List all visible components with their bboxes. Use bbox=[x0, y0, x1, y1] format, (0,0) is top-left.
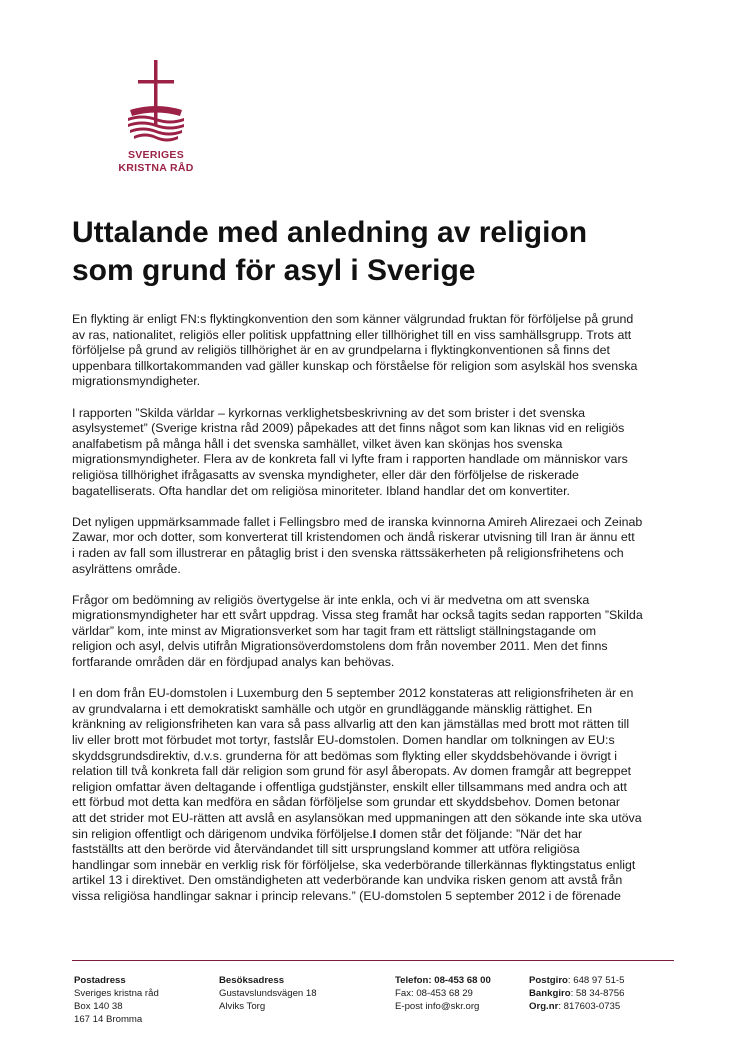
footer-value: : 58 34-8756 bbox=[570, 988, 625, 999]
text-line: Frågor om bedömning av religiös övertygelse är inte enkla, och vi är medvetna om att svenska bbox=[72, 592, 590, 607]
bold-text-segment: I bbox=[372, 826, 377, 841]
text-line: religion omfattar även deltagande i offentliga gudstjänster, enskilt eller tillsammans med andra och att bbox=[72, 779, 627, 794]
footer-line: Box 140 38 bbox=[74, 1001, 123, 1012]
text-line: bagatelliserats. Ofta handlar det om religiösa minoriteter. Ibland handlar det om konvertiter. bbox=[72, 483, 570, 498]
footer-org-number bbox=[529, 1000, 624, 1013]
text-line: ett förbud mot detta kan medföra en sådan förföljelse som grundar ett skyddsbehov. Domen betonar bbox=[72, 795, 621, 810]
paragraph-5 bbox=[72, 686, 692, 904]
text-line: I rapporten ”Skilda världar – kyrkornas verklighetsbeskrivning av det som brister i det svenska bbox=[72, 405, 586, 420]
text-line: asylsystemet” (Sverige kristna råd 2009) påpekades att det finns något som kan liknas vid en religiös bbox=[72, 421, 625, 436]
text-line: uppenbara tillkortakommanden vad gäller kunskap och förståelse för religion som asylskäl hos svenska bbox=[72, 358, 638, 373]
text-line: liv eller brott mot förbudet mot tortyr, fastslår EU-domstolen. Domen handlar om tolkningen av EU:s bbox=[72, 733, 615, 748]
footer-heading: Besöksadress bbox=[219, 975, 285, 986]
text-line: analfabetism på många håll i det svenska samhället, vilket även kan skönjas hos svenska bbox=[72, 436, 563, 451]
text-line: I en dom från EU-domstolen i Luxemburg den 5 september 2012 konstateras att religionsfriheten är en bbox=[72, 686, 634, 701]
text-line: Det nyligen uppmärksammade fallet i Fellingsbro med de iranska kvinnorna Amireh Alirezaei och Zeinab bbox=[72, 514, 643, 529]
text-line: av ras, nationalitet, religiös eller politisk uppfattning eller tillhörighet till en viss samhällsgrupp. Trots att bbox=[72, 327, 632, 342]
text-line: Zawar, mor och dotter, som konverterat till kristendomen och ändå riskerar utvisning till Iran är ännu ett bbox=[72, 530, 635, 545]
text-line: En flykting är enligt FN:s flyktingkonvention den som känner välgrundad fruktan för förföljelse på grund bbox=[72, 312, 634, 326]
text-line: migrationsmyndigheter. bbox=[72, 374, 201, 389]
footer-label: Bankgiro bbox=[529, 988, 571, 999]
footer-line: Sveriges kristna råd bbox=[74, 988, 159, 999]
footer-value: : 648 97 51-5 bbox=[567, 975, 625, 986]
text-line: migrationsmyndigheter. Flera av de konkreta fall vi lyfte fram i rapporten handlade om människor vars bbox=[72, 452, 628, 467]
footer-heading: Postadress bbox=[74, 975, 126, 986]
text-line: religion och asyl, delvis utifrån Migrationsöverdomstolens dom från november 2011. Men det finns bbox=[72, 639, 608, 654]
title-line-2: som grund för asyl i Sverige bbox=[72, 254, 476, 287]
organization-logo bbox=[108, 58, 204, 178]
footer-postgiro bbox=[529, 974, 624, 987]
footer-phone: Telefon: 08-453 68 00 bbox=[395, 975, 491, 986]
text-line: migrationsmyndigheter har ett svårt uppdrag. Vissa steg framåt har också tagits sedan rapporten ”Skilda bbox=[72, 608, 643, 623]
text-line: relation till två konkreta fall där religion som grund för asyl åberopats. Av domen framgår att begreppet bbox=[72, 764, 632, 779]
cross-over-waves-icon bbox=[108, 58, 204, 150]
title-line-1: Uttalande med anledning av religion bbox=[72, 216, 588, 249]
text-line: skyddsgrundsdirektiv, d.v.s. grunderna för att bedömas som flykting eller skyddsbehövande i övrigt i bbox=[72, 748, 617, 763]
paragraph-4 bbox=[72, 593, 692, 671]
text-line: förföljelse på grund av religiös tillhörighet är en av grundpelarna i flyktingkonventionen så finns det bbox=[72, 343, 610, 358]
text-line: i raden av fall som illustrerar en påtaglig brist i den svenska rättssäkerheten på religionsfrihetens och bbox=[72, 545, 624, 560]
footer-postal-address bbox=[74, 974, 159, 1026]
footer-fax: Fax: 08-453 68 29 bbox=[395, 988, 473, 999]
footer-label: Org.nr bbox=[529, 1001, 559, 1012]
text-line: vissa religiösa handlingar saknar i princip relevans.” (EU-domstolen 5 september 2012 i de förenade bbox=[72, 888, 621, 903]
text-line: att det strider mot EU-rätten att avslå en asylansökan med uppmaningen att den sökande inte ska utöva bbox=[72, 811, 642, 825]
footer-contact bbox=[395, 974, 491, 1013]
footer-email: E-post info@skr.org bbox=[395, 1001, 480, 1012]
footer-label: Postgiro bbox=[529, 975, 568, 986]
text-line: religiösa tillhörighet ifrågasatts av svenska myndigheter, eller där den förföljelse de riskerade bbox=[72, 467, 579, 482]
logo-text-line-1: SVERIGES bbox=[127, 149, 185, 161]
footer-line: Gustavslundsvägen 18 bbox=[219, 988, 317, 999]
footer-payment-info bbox=[529, 974, 624, 1013]
text-line: asylrättens område. bbox=[72, 561, 181, 576]
document-body bbox=[72, 312, 692, 920]
text-line: kränkning av religionsfriheten kan vara så pass allvarlig att den kan jämställas med brott mot rätten till bbox=[72, 717, 630, 732]
text-segment: domen står det följande: ”När det har bbox=[376, 826, 583, 841]
paragraph-1 bbox=[72, 312, 692, 390]
footer-value: : 817603-0735 bbox=[558, 1001, 621, 1012]
footer-line: Alviks Torg bbox=[219, 1001, 266, 1012]
paragraph-3 bbox=[72, 515, 692, 577]
footer-bankgiro bbox=[529, 987, 624, 1000]
footer-divider bbox=[72, 960, 674, 961]
paragraph-2 bbox=[72, 406, 692, 500]
text-line: av grundvalarna i ett demokratiskt samhälle och utgör en grundläggande mänsklig rättighet. En bbox=[72, 701, 593, 716]
logo-text-line-2: KRISTNA RÅD bbox=[118, 162, 194, 174]
text-line bbox=[72, 827, 692, 843]
text-line: handlingar som innebär en verklig risk för förföljelse, ska vederbörande tillerkännas flyktingstatus enligt bbox=[72, 857, 636, 872]
text-line: fortfarande områden där en fördjupad analys kan behövas. bbox=[72, 655, 395, 670]
footer-line: 167 14 Bromma bbox=[74, 1014, 143, 1025]
text-line: artikel 13 i direktivet. Den omständigheten att vederbörande kan undvika risken genom att avstå från bbox=[72, 873, 623, 888]
document-title bbox=[72, 214, 692, 290]
text-line: fastställts att den berörde vid återvändandet till sitt ursprungsland kommer att utföra religiösa bbox=[72, 842, 580, 857]
footer-visiting-address bbox=[219, 974, 317, 1013]
text-segment: sin religion offentligt och därigenom undvika förföljelse. bbox=[72, 826, 373, 841]
text-line: världar” kom, inte minst av Migrationsverket som har tagit fram ett rättsligt ställningstagande om bbox=[72, 623, 597, 638]
